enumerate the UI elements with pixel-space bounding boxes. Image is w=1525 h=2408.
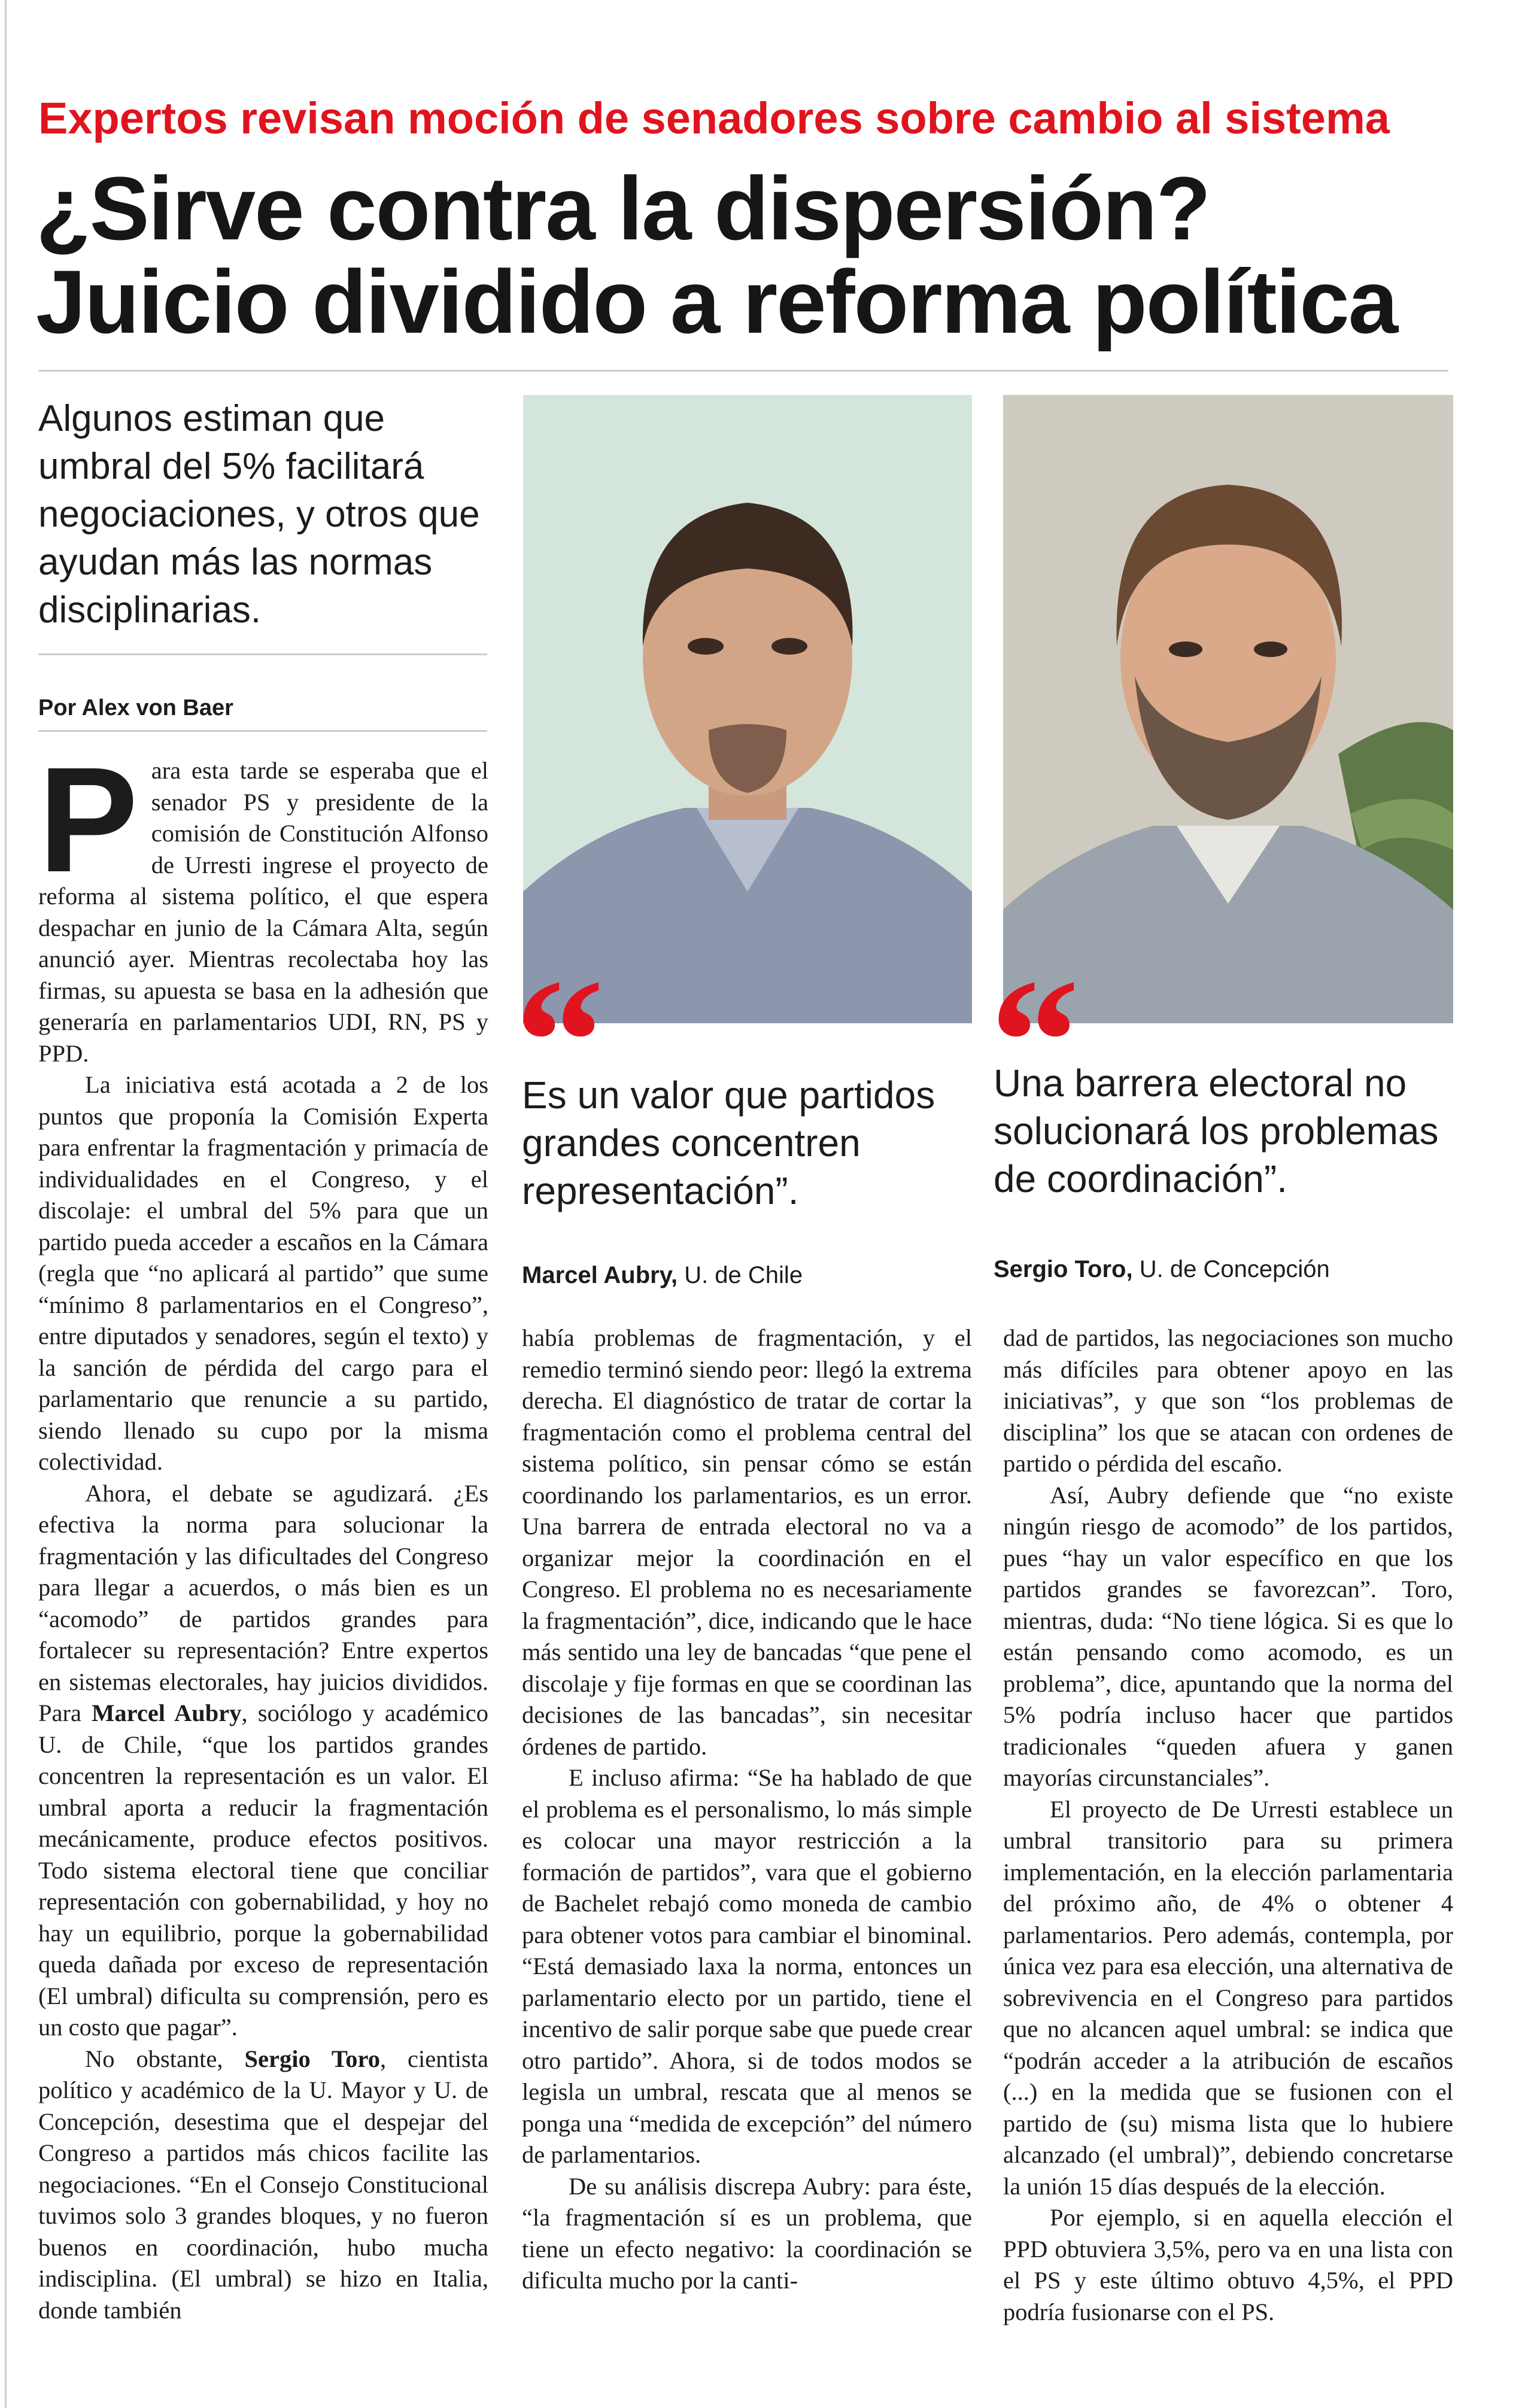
drop-cap: P: [38, 736, 138, 903]
body-column-1: [38, 736, 489, 2326]
photo-sergio-toro: [1003, 395, 1453, 1023]
body-paragraph: El proyecto de De Urresti establece un umbral transitorio para su primera implementación, en la elección parlamentaria del próximo año, de 4% o obtener 4 parlamentarios. Pero además, contempla, por única vez para esa elección, una alternativa de sobrevivencia en el Congreso para partidos que no alcancen aquel umbral: se indica que “podrán acceder a la atribución de escaños (...) en la medida que se fusionen con el partido de (su) misma lista que lo hubiere alcanzado (el umbral)”, debiendo concretarse la unión 15 días después de la elección.: [1003, 1795, 1453, 2200]
headline-line-2: Juicio dividido a reforma política: [36, 251, 1398, 352]
credit-name: Marcel Aubry,: [522, 1262, 678, 1288]
pull-quote-toro: Una barrera electoral no solucionará los problemas de coordinación”.: [994, 1062, 1439, 1200]
byline-divider: [38, 730, 487, 732]
quote-mark-icon: “: [990, 942, 1080, 1141]
body-column-3: [1003, 1322, 1453, 2328]
kicker: Expertos revisan moción de senadores sobre cambio al sistema: [38, 93, 1390, 143]
quote-credit-aubry: [522, 1260, 803, 1291]
headline-line-1: ¿Sirve contra la dispersión?: [36, 158, 1210, 259]
body-paragraph: La iniciativa está acotada a 2 de los puntos que proponía la Comisión Experta para enfrentar la fragmentación y primacía de individualidades en el Congreso, y el discolaje: el umbral del 5% para que un partido pueda acceder a escaños en la Cámara (regla que “no aplicará al partido” que sume “mínimo 8 parlamentarios en el Congreso”, entre diputados y senadores, según el texto) y la sanción de pérdida del cargo para el parlamentario que renuncie a su partido, siendo llenado su cupo por la misma colectividad.: [38, 1071, 488, 1475]
name-marcel-aubry: Marcel Aubry: [92, 1699, 242, 1726]
body-paragraph: Para esta tarde se esperaba que el senador PS y presidente de la comisión de Constitución Alfonso de Urresti ingrese el proyecto de reforma al sistema político, el que espera despachar en junio de la Cámara Alta, según anunció ayer. Mientras recolectaba hoy las firmas, su apuesta se basa en la adhesión que generaría en parlamentarios UDI, RN, PS y PPD.: [38, 736, 488, 1067]
body-column-2: [522, 1322, 972, 2297]
page-edge-rule: [5, 0, 7, 2408]
body-paragraph: Así, Aubry defiende que “no existe ningún riesgo de acomodo” de los partidos, pues “hay un valor específico en que los partidos grandes se favorezcan”. Toro, mientras, duda: “No tiene lógica. Si es que lo están pensando como acomodo, es un problema”, dice, apuntando que la norma del 5% podría incluso hacer que partidos tradicionales “queden afuera y ganen mayorías circunstanciales”.: [1003, 1481, 1453, 1791]
pull-quote-aubry: Es un valor que partidos grandes concentren representación”.: [522, 1074, 935, 1212]
credit-affiliation: U. de Concepción: [1132, 1256, 1330, 1282]
body-paragraph: dad de partidos, las negociaciones son mucho más difíciles para obtener apoyo en las iniciativas”, y que son “los problemas de disciplina” los que se atacan con ordenes de partido o pérdida del escaño.: [1003, 1324, 1453, 1477]
byline: Por Alex von Baer: [38, 695, 233, 720]
body-paragraph: Por ejemplo, si en aquella elección el PPD obtuviera 3,5%, pero va en una lista con el PS y este último obtuvo 4,5%, el PPD podría fusionarse con el PS.: [1003, 2204, 1453, 2325]
credit-affiliation: U. de Chile: [678, 1262, 803, 1288]
body-paragraph: Ahora, el debate se agudizará. ¿Es efectiva la norma para solucionar la fragmentación y las dificultades del Congreso para llegar a acuerdos, o más bien es un “acomodo” de partidos grandes para fortalecer su representación? Entre expertos en sistemas electorales, hay juicios divididos. Para Marcel Aubry, sociólogo y académico U. de Chile, “que los partidos grandes concentren la representación es un valor. El umbral aporta a reducir la fragmentación mecánicamente, produce efectos positivos. Todo sistema electoral tiene que conciliar representación con gobernabilidad, y hoy no hay un equilibrio, porque la gobernabilidad queda dañada por exceso de representación (El umbral) dificulta su comprensión, pero es un costo que pagar”.: [38, 1479, 489, 2041]
quote-mark-icon: “: [515, 942, 604, 1141]
body-paragraph: No obstante, Sergio Toro, cientista político y académico de la U. Mayor y U. de Concepción, desestima que el despejar del Congreso a partidos más chicos facilite las negociaciones. “En el Consejo Constitucional tuvimos solo 3 grandes bloques, y no fueron buenos en coordinación, hubo mucha indisciplina. (El umbral) se hizo en Italia, donde también: [38, 2045, 488, 2324]
credit-name: Sergio Toro,: [994, 1256, 1133, 1282]
body-paragraph: E incluso afirma: “Se ha hablado de que el problema es el personalismo, lo más simple es colocar una mayor restricción a la formación de partidos”, vara que el gobierno de Bachelet rebajó como moneda de cambio para obtener votos para cambiar el binominal. “Está demasiado laxa la norma, entonces un parlamentario electo por un partido, tiene el incentivo de salir porque sabe que puede crear otro partido”. Ahora, si de todos modos se legisla un umbral, rescata que al menos se ponga una “medida de excepción” del número de parlamentarios.: [522, 1764, 972, 2168]
deck-divider: [38, 653, 487, 655]
body-paragraph: había problemas de fragmentación, y el remedio terminó siendo peor: llegó la extrema derecha. El diagnóstico de tratar de cortar la fragmentación como el problema central del sistema político, sin pensar cómo se están coordinando los parlamentarios, es un error. Una barrera de entrada electoral no va a organizar mejor la coordinación en el Congreso. El problema no es necesariamente la fragmentación”, dice, indicando que le hace más sentido una ley de bancadas “que pene el discolaje y fije formas en que se coordinan las decisiones de las bancadas”, sin necesitar órdenes de partido.: [522, 1324, 972, 1760]
photo-marcel-aubry: [523, 395, 972, 1023]
headline-divider: [38, 370, 1448, 372]
body-paragraph: De su análisis discrepa Aubry: para éste, “la fragmentación sí es un problema, que tiene un efecto negativo: la coordinación se dificulta mucho por la canti-: [522, 2172, 972, 2294]
headline: [36, 158, 1496, 352]
name-sergio-toro: Sergio Toro: [244, 2045, 380, 2072]
deck: Algunos estiman que umbral del 5% facilitará negociaciones, y otros que ayudan más las normas disciplinarias.: [38, 398, 480, 631]
quote-credit-toro: [994, 1254, 1330, 1285]
